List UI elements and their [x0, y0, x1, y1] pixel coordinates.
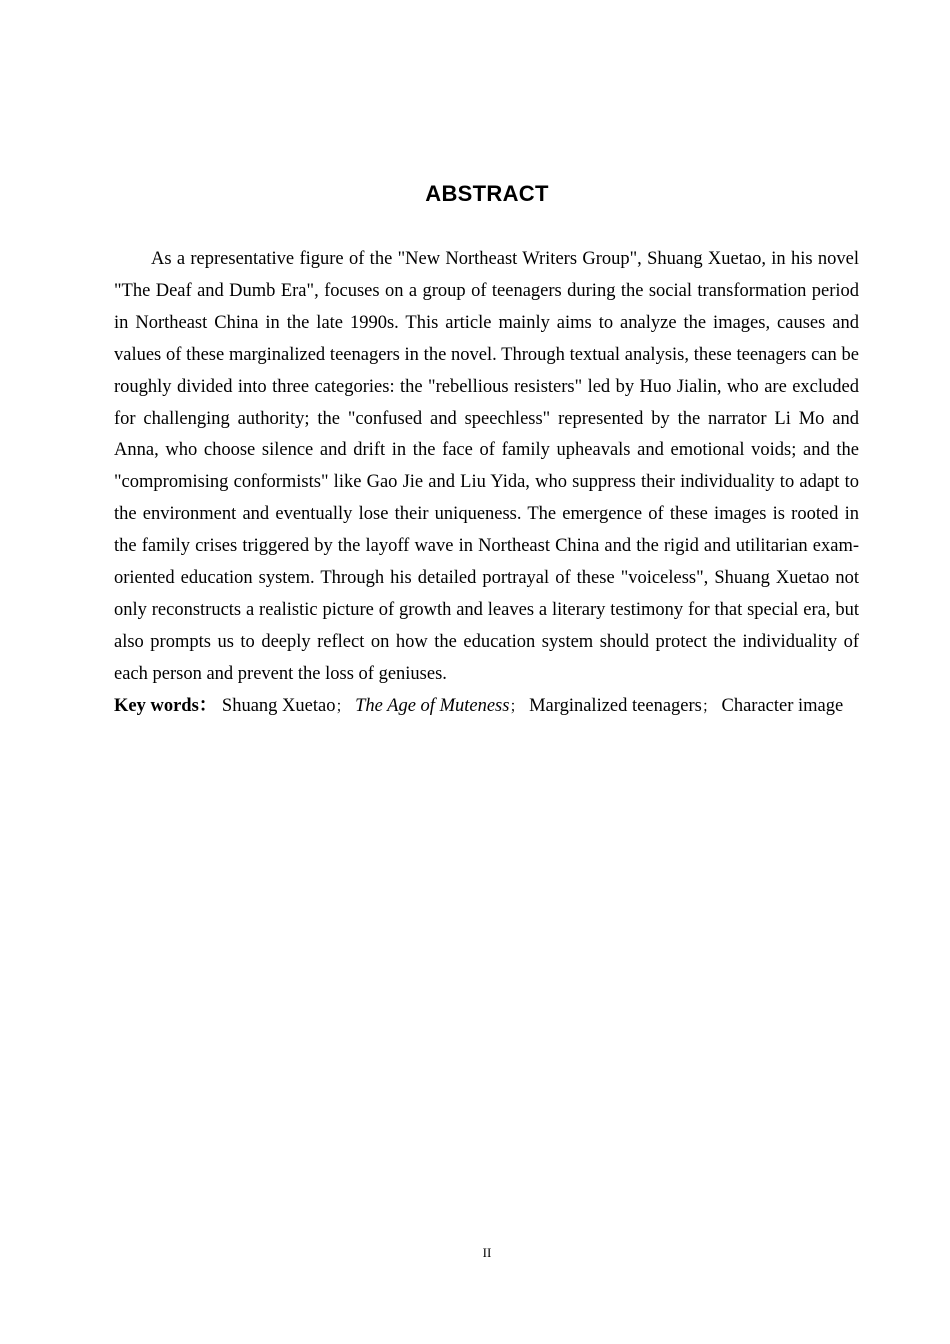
keyword-item: Character image [721, 695, 844, 716]
keyword-item: Shuang Xuetao [221, 695, 336, 716]
abstract-body: As a representative figure of the "New Northeast Writers Group", Shuang Xuetao, in his novel "The Deaf and Dumb Era", focuses on a group of teenagers during the social transformation period in Northeast China in the late 1990s. This article mainly aims to analyze the images, causes and values of these marginalized teenagers in the novel. Through textual analysis, these teenagers can be roughly divided into three categories: the "rebellious resisters" led by Huo Jialin, who are excluded for challenging authority; the "confused and speechless" represented by the narrator Li Mo and Anna, who choose silence and drift in the face of family upheavals and emotional voids; and the "compromising conformists" like Gao Jie and Liu Yida, who suppress their individuality to adapt to the environment and eventually lose their uniqueness. The emergence of these images is rooted in the family crises triggered by the layoff wave in Northeast China and the rigid and utilitarian exam-oriented education system. Through his detailed portrayal of these "voiceless", Shuang Xuetao not only reconstructs a realistic picture of growth and leaves a literary testimony for that special era, but also prompts us to deeply reflect on how the education system should protect the individuality of each person and prevent the loss of geniuses. [114, 249, 859, 684]
page-number: II [482, 1245, 492, 1260]
keywords-label: Key words： [114, 695, 218, 716]
keyword-item: Marginalized teenagers [529, 695, 702, 716]
keyword-separator: ； [509, 698, 525, 715]
keywords-line [114, 691, 859, 724]
keyword-item: The Age of Muteness [355, 695, 510, 716]
keyword-separator: ； [701, 698, 717, 715]
abstract-title: ABSTRACT [425, 181, 549, 206]
abstract-content [114, 244, 859, 724]
keyword-separator: ； [335, 698, 351, 715]
